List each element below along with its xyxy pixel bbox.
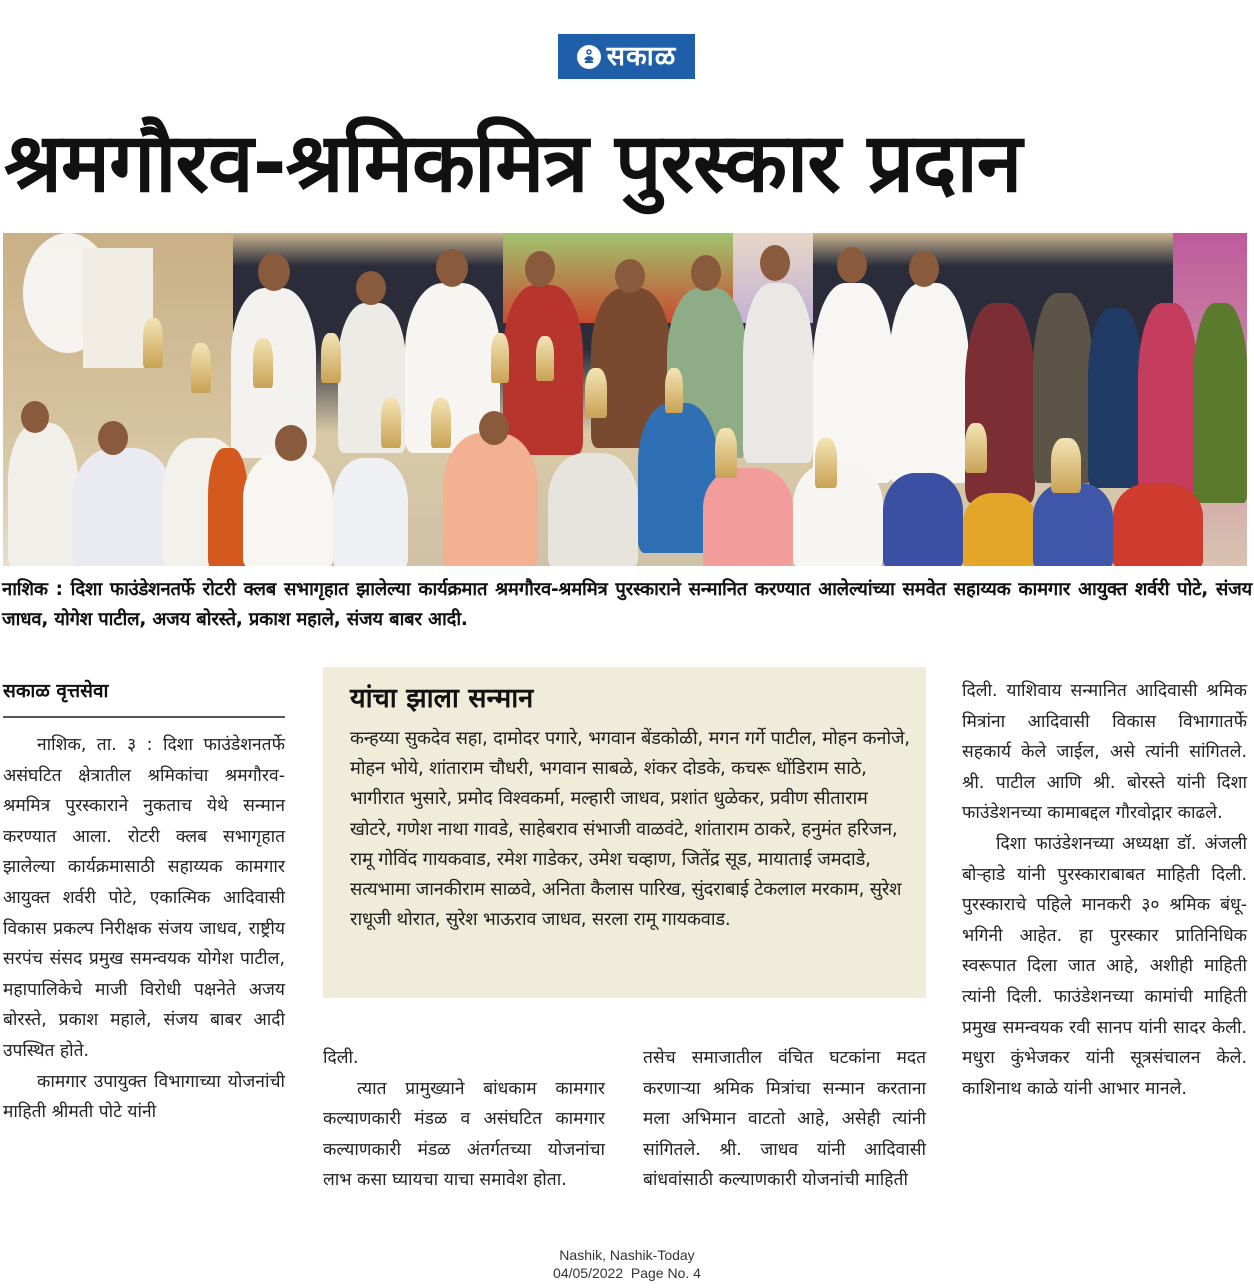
- article-paragraph: नाशिक, ता. ३ : दिशा फाउंडेशनतर्फे असंघटित क्षेत्रातील श्रमिकांचा श्रमगौरव- श्रममित्र पुरस्काराने नुकताच येथे सन्मान करण्यात आला. रोटरी क्लब सभागृहात झालेल्या कार्यक्रमासाठी सहाय्यक कामगार आयुक्त शर्वरी पोटे, एकात्मिक आदिवासी विकास प्रकल्प निरीक्षक संजय जाधव, राष्ट्रीय सरपंच संसद प्रमुख समन्वयक योगेश पाटील, महापालिकेचे माजी विरोधी पक्षनेते अजय बोरस्ते, प्रकाश महाले, संजय बाबर आदी उपस्थित होते.: [3, 735, 285, 1061]
- honorees-list: कन्हय्या सुकदेव सहा, दामोदर पगारे, भगवान बेंडकोळी, मगन गर्गे पाटील, मोहन कनोजे, मोहन भोये, शांताराम चौधरी, भगवान साबळे, शंकर दोडके, कचरू धोंडिराम साठे, भागीरात भुसारे, प्रमोद विश्वकर्मा, मल्हारी जाधव, प्रशांत धुळेकर, प्रवीण सीताराम खोटरे, गणेश नाथा गावडे, साहेबराव संभाजी वाळवंटे, शांताराम ठाकरे, हनुमंत हरिजन, रामू गोविंद गायकवाड, रमेश गाडेकर, उमेश चव्हाण, जितेंद्र सूड, मायाताई जमदाडे, सत्यभामा जानकीराम साळवे, अनिता कैलास पारिख, सुंदराबाई टेकलाल मरकाम, सुरेश राधूजी थोरात, सुरेश भाऊराव जाधव, सरला रामू गायकवाड.: [350, 728, 910, 931]
- page-footer: [500, 1246, 754, 1282]
- headline: श्रमगौरव-श्रमिकमित्र पुरस्कार प्रदान: [4, 116, 1022, 211]
- byline: सकाळ वृत्तसेवा: [3, 680, 109, 702]
- honorees-box-title: यांचा झाला सन्मान: [350, 683, 534, 714]
- event-photo: [3, 233, 1247, 566]
- article-column-3: [643, 1043, 926, 1196]
- date-page-label: 04/05/2022 Page No. 4: [553, 1265, 701, 1281]
- article-column-2: [323, 1043, 605, 1196]
- article-paragraph: दिली. याशिवाय सन्मानित आदिवासी श्रमिक मित्रांना आदिवासी विकास विभागातर्फे सहकार्य केले जाईल, असे त्यांनी सांगितले. श्री. पाटील आणि श्री. बोरस्ते यांनी दिशा फाउंडेशनच्या कामाबद्दल गौरवोद्गार काढले.: [962, 681, 1247, 824]
- sakal-emblem-icon: [577, 45, 601, 69]
- article-paragraph: दिली.: [323, 1048, 359, 1068]
- photo-caption: नाशिक : दिशा फाउंडेशनतर्फे रोटरी क्लब सभागृहात झालेल्या कार्यक्रमात श्रमगौरव-श्रममित्र पुरस्काराने सन्मानित करण्यात आलेल्यांच्या समवेत सहाय्यक कामगार आयुक्त शर्वरी पोटे, संजय जाधव, योगेश पाटील, अजय बोरस्ते, प्रकाश महाले, संजय बाबर आदी.: [2, 579, 1252, 630]
- edition-label: Nashik, Nashik-Today: [559, 1247, 695, 1263]
- article-paragraph: तसेच समाजातील वंचित घटकांना मदत करणाऱ्या श्रमिक मित्रांचा सन्मान करताना मला अभिमान वाटतो आहे, असेही त्यांनी सांगितले. श्री. जाधव यांनी आदिवासी बांधवांसाठी कल्याणकारी योजनांची माहिती: [643, 1048, 926, 1191]
- article-paragraph: त्यात प्रामुख्याने बांधकाम कामगार कल्याणकारी मंडळ व असंघटित कामगार कल्याणकारी मंडळ अंतर्गतच्या योजनांचा लाभ कसा घ्यायचा याचा समावेश होता.: [323, 1078, 605, 1191]
- article-paragraph: कामगार उपायुक्त विभागाच्या योजनांची माहिती श्रीमती पोटे यांनी: [3, 1071, 285, 1123]
- article-paragraph: दिशा फाउंडेशनच्या अध्यक्षा डॉ. अंजली बोऱ्हाडे यांनी पुरस्काराबाबत माहिती दिली. पुरस्काराचे पहिले मानकरी ३० श्रमिक बंधू-भगिनी आहेत. हा पुरस्कार प्रातिनिधिक स्वरूपात दिला जात आहे, अशीही माहिती त्यांनी दिली. फाउंडेशनच्या कामांची माहिती प्रमुख समन्वयक रवी सानप यांनी सादर केली. मधुरा कुंभेजकर यांनी सूत्रसंचालन केले. काशिनाथ काळे यांनी आभार मानले.: [962, 833, 1247, 1099]
- article-column-4: [962, 676, 1247, 1104]
- article-column-1: [3, 730, 285, 1128]
- byline-divider: [3, 716, 285, 718]
- sakal-logo: [558, 34, 695, 79]
- logo-text: सकाळ: [606, 41, 677, 72]
